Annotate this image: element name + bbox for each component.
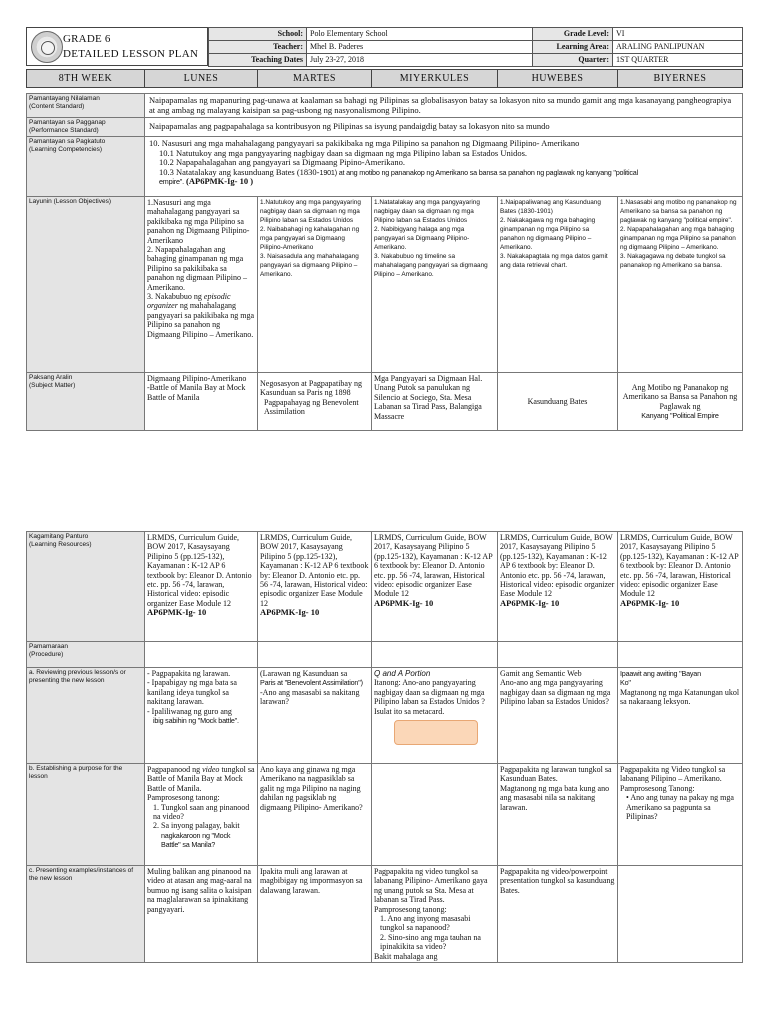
week-label: 8TH WEEK <box>27 70 145 88</box>
learning-area-label: Learning Area: <box>533 41 613 54</box>
step-c-friday <box>618 866 743 963</box>
teacher-value: Mhel B. Paderes <box>307 41 533 54</box>
step-a-label: a. Reviewing previous lesson/s or presenting the new lesson <box>27 668 145 764</box>
grade-title: GRADE 6 <box>63 33 111 45</box>
subject-matter-label: Paksang Aralin (Subject Matter) <box>27 373 145 431</box>
deped-seal-icon <box>31 31 63 63</box>
procedure-tuesday <box>258 642 372 668</box>
bullet-icon: • <box>626 793 629 803</box>
grade-level-label: Grade Level: <box>533 28 613 41</box>
step-c-monday: Muling balikan ang pinanood na video at atasan ang mag-aaral na bumuo ng isang salita o kaisipan na maglalarawan sa ipinakitang pangyayari. <box>145 866 258 963</box>
step-c-thursday: Pagpapakita ng video/powerpoint presentation tungkol sa kasunduang Bates. <box>498 866 618 963</box>
performance-standard-text: Naipapamalas ang pagpapahalaga sa kontribusyon ng Pilipinas sa isyung pandaigdig batay sa lokasyon nito sa mundo <box>145 118 743 137</box>
competencies-text: 10. Nasusuri ang mga mahahalagang pangyayari sa pakikibaka ng mga Pilipino sa panahon ng Digmaang Pilipino- Amerikano 10.1 Natutukoy ang mga pangyayaring nagbigay daan sa digmaan ng mga Pilipino laban sa Estados Unidos. 10.2 Napapahalagahan ang pangyayari sa Digmaang Pipino-Amerikano. 10.3 Natatalakay ang kasunduang Bates (1830-1901) at ang motibo ng pananakop ng Amerikano sa bansa sa panahon ng paglawak ng kanyang "political empire". (AP6PMK-Ig- 10 ) <box>145 137 743 197</box>
objectives-monday: 1.Nasusuri ang mga mahahalagang pangyayari sa pakikibaka ng mga Pilipino sa panahon ng Digmaang Pilipino-Amerikano 2. Napapahalagahan ang bahaging ginampanan ng mga Pilipino sa pakikibaka sa panahon ng digmaan Pilipino – Amerikano. 3. Nakabubuo ng episodic organizer ng mahahalagang pangyayari sa pakikibaka ng mga Pilipino sa panahon ng Digmaang Pilipino – Amerikano. <box>145 197 258 373</box>
day-tuesday: MARTES <box>258 70 372 88</box>
step-b-thursday: Pagpapakita ng larawan tungkol sa Kasunduan Bates. Magtanong ng mga bata kung ano ang masasabi nila sa nakitang larawan. <box>498 764 618 866</box>
resources-wednesday: LRMDS, Curriculum Guide, BOW 2017, Kasaysayang Pilipino 5 (pp.125-132), Kayamanan : K-12 AP 6 textbook by: Eleanor D. Antonio etc. pp. 56 -74, larawan, Historical video: episodic organizer Ease Module 12 AP6PMK-Ig- 10 <box>372 532 498 642</box>
procedure-wednesday <box>372 642 498 668</box>
step-a-wednesday: Q and A Portion Itanong: Ano-ano pangyayaring nagbigay daan sa digmaan ng mga Pilipino laban sa Estados Unidos ? Isulat ito sa metacard. <box>372 668 498 764</box>
day-thursday: HUWEBES <box>498 70 618 88</box>
day-wednesday: MIYERKULES <box>372 70 498 88</box>
subject-wednesday: Mga Pangyayari sa Digmaan Hal. Unang Putok sa panulukan ng Silencio at Sociego, Sta. Mesa Labanan sa Tirad Pass, Balangiga Massacre <box>372 373 498 431</box>
teacher-label: Teacher: <box>209 41 307 54</box>
content-standard-label: Pamantayang Nilalaman (Content Standard) <box>27 94 145 118</box>
objectives-friday: 1.Nasasabi ang motibo ng pananakop ng Amerikano sa bansa sa panahon ng paglawak ng kanyang "political empire". 2. Napapahalagahan ang mga bahaging ginampanan ng mga Pilipino sa panahon ng digmaang Pilipino – Amerikano. 3. Nakagagawa ng debate tungkol sa pananakop ng Amerikano sa bansa. <box>618 197 743 373</box>
resources-label: Kagamitang Panturo (Learning Resources) <box>27 532 145 642</box>
subject-thursday: Kasunduang Bates <box>498 373 618 431</box>
objectives-tuesday: 1.Natutukoy ang mga pangyayaring nagbigay daan sa digmaan ng mga Pilipino laban sa Estados Unidos 2. Naibabahagi ng kahalagahan ng mga pangyayari sa Digmaang Pilipino-Amerikano 3. Naisasadula ang mahahalagang pangyayari sa digmaang Pilipino – Amerikano. <box>258 197 372 373</box>
step-c-label: c. Presenting examples/instances of the new lesson <box>27 866 145 963</box>
day-monday: LUNES <box>145 70 258 88</box>
subject-tuesday: Negosasyon at Pagpapatibay ng Kasunduan sa Paris ng 1898 Pagpapahayag ng Benevolent Assimilation <box>258 373 372 431</box>
learning-area-value: ARALING PANLIPUNAN <box>613 41 743 54</box>
step-a-friday: Ipaawit ang awiting "Bayan Ko" Magtanong ng mga Katanungan ukol sa nakaraang leksyon. <box>618 668 743 764</box>
objectives-label: Layunin (Lesson Objectives) <box>27 197 145 373</box>
step-c-tuesday: Ipakita muli ang larawan at magbibigay ng impormasyon sa dalawang larawan. <box>258 866 372 963</box>
resources-tuesday: LRMDS, Curriculum Guide, BOW 2017, Kasaysayang Pilipino 5 (pp.125-132), Kayamanan : K-12 AP 6 textbook by: Eleanor D. Antonio etc. pp. 56 -74, larawan, Historical video: episodic organizer Ease Module 12 AP6PMK-Ig- 10 <box>258 532 372 642</box>
step-b-label: b. Establishing a purpose for the lesson <box>27 764 145 866</box>
lesson-grid-bottom <box>26 531 743 963</box>
header-title-block <box>26 27 208 66</box>
step-b-wednesday <box>372 764 498 866</box>
objectives-wednesday: 1.Natatalakay ang mga pangyayaring nagbigay daan sa digmaan ng mga Pilipino laban sa Estados Unidos 2. Nabibigyang halaga ang mga pangyayari sa Digmaang Pilipino-Amerikano. 3. Nakabubuo ng timeline sa mahahalagang pangyayari sa digmaang Pilipino – Amerikano. <box>372 197 498 373</box>
step-a-thursday: Gamit ang Semantic Web Ano-ano ang mga pangyayaring nagbigay daan sa digmaan ng mga Pilipino laban sa Estados Unidos? <box>498 668 618 764</box>
step-a-tuesday: (Larawan ng Kasunduan sa Paris at "Benevolent Assimilation") -Ano ang masasabi sa nakitang larawan? <box>258 668 372 764</box>
teaching-dates-label: Teaching Dates <box>209 54 307 67</box>
step-b-tuesday: Ano kaya ang ginawa ng mga Amerikano na nagpasiklab sa galit ng mga Pilipino na naging dahilan ng pagsiklab ng digmaang Pilipino- Amerikano? <box>258 764 372 866</box>
lesson-grid-top <box>26 93 743 431</box>
performance-standard-label: Pamantayan sa Pagganap (Performance Standard) <box>27 118 145 137</box>
school-label: School: <box>209 28 307 41</box>
step-b-friday: Pagpapakita ng Video tungkol sa labanang Pilipino – Amerikano. Pamprosesong Tanong: • Ano ang tunay na pakay ng mga Amerikano sa pagpunta sa Pilipinas? <box>618 764 743 866</box>
resources-friday: LRMDS, Curriculum Guide, BOW 2017, Kasaysayang Pilipino 5 (pp.125-132), Kayamanan : K-12 AP 6 textbook by: Eleanor D. Antonio etc. pp. 56 -74, larawan, Historical video: episodic organizer Ease Module 12 AP6PMK-Ig- 10 <box>618 532 743 642</box>
step-c-wednesday: Pagpapakita ng video tungkol sa labanang Pilipino- Amerikano gaya ng unang putok sa Sta. Mesa at labanan sa Tirad Pass. Pamprosesong tanong: 1. Ano ang inyong masasabi tungkol sa napanood? 2. Sino-sino ang mga tauhan na ipinakikita sa video? Bakit mahalaga ang <box>372 866 498 963</box>
subject-monday: Digmaang Pilipino-Amerikano -Battle of Manila Bay at Mock Battle of Manila <box>145 373 258 431</box>
procedure-thursday <box>498 642 618 668</box>
day-friday: BIYERNES <box>618 70 743 88</box>
school-value: Polo Elementary School <box>307 28 533 41</box>
step-a-monday: - Pagpapakita ng larawan. - Ipapabigay ng mga bata sa kanilang ideya tungkol sa nakitang larawan. - Ipaliliwanag ng guro ang ibig sabihin ng "Mock battle". <box>145 668 258 764</box>
step-b-monday: Pagpapanood ng video tungkol sa Battle of Manila Bay at Mock Battle of Manila. Pamprosesong tanong: 1. Tungkol saan ang pinanood na video? 2. Sa inyong palagay, bakit nagkakaroon ng "Mock Battle" sa Manila? <box>145 764 258 866</box>
subject-friday: Ang Motibo ng Pananakop ng Amerikano sa Bansa sa Panahon ng Paglawak ng Kanyang "Political Empire <box>618 373 743 431</box>
resources-monday: LRMDS, Curriculum Guide, BOW 2017, Kasaysayang Pilipino 5 (pp.125-132), Kayamanan : K-12 AP 6 textbook by: Eleanor D. Antonio etc. pp. 56 -74, larawan, Historical video: episodic organizer Ease Module 12 AP6PMK-Ig- 10 <box>145 532 258 642</box>
quarter-label: Quarter: <box>533 54 613 67</box>
content-standard-text: Naipapamalas ng mapanuring pag-unawa at kaalaman sa bahagi ng Pilipinas sa globalisasyon batay sa lokasyon nito sa mundo gamit ang mga kasanayang pangheograpiya at ang ambag ng malayang kaisipan sa pag-usbong ng nasyonalismong Pilipino. <box>145 94 743 118</box>
teaching-dates-value: July 23-27, 2018 <box>307 54 533 67</box>
procedure-monday <box>145 642 258 668</box>
competencies-label: Pamantayan sa Pagkatuto (Learning Competencies) <box>27 137 145 197</box>
quarter-value: 1ST QUARTER <box>613 54 743 67</box>
resources-thursday: LRMDS, Curriculum Guide, BOW 2017, Kasaysayang Pilipino 5 (pp.125-132), Kayamanan : K-12 AP 6 textbook by: Eleanor D. Antonio etc. pp. 56 -74, larawan, Historical video: episodic organizer Ease Module 12 AP6PMK-Ig- 10 <box>498 532 618 642</box>
objectives-thursday: 1.Naipapaliwanag ang Kasunduang Bates (1830-1901) 2. Nakakagawa ng mga bahaging ginampanan ng mga Pilipino sa panahon ng digmaang Pilipino – Amerikano. 3. Nakakapagtala ng mga datos gamit ang data retrieval chart. <box>498 197 618 373</box>
plan-title: DETAILED LESSON PLAN <box>63 48 199 60</box>
procedure-friday <box>618 642 743 668</box>
week-header <box>26 69 743 88</box>
procedure-label: Pamamaraan (Procedure) <box>27 642 145 668</box>
header-info-table <box>208 27 743 67</box>
metacard-shape <box>394 720 478 745</box>
grade-level-value: VI <box>613 28 743 41</box>
